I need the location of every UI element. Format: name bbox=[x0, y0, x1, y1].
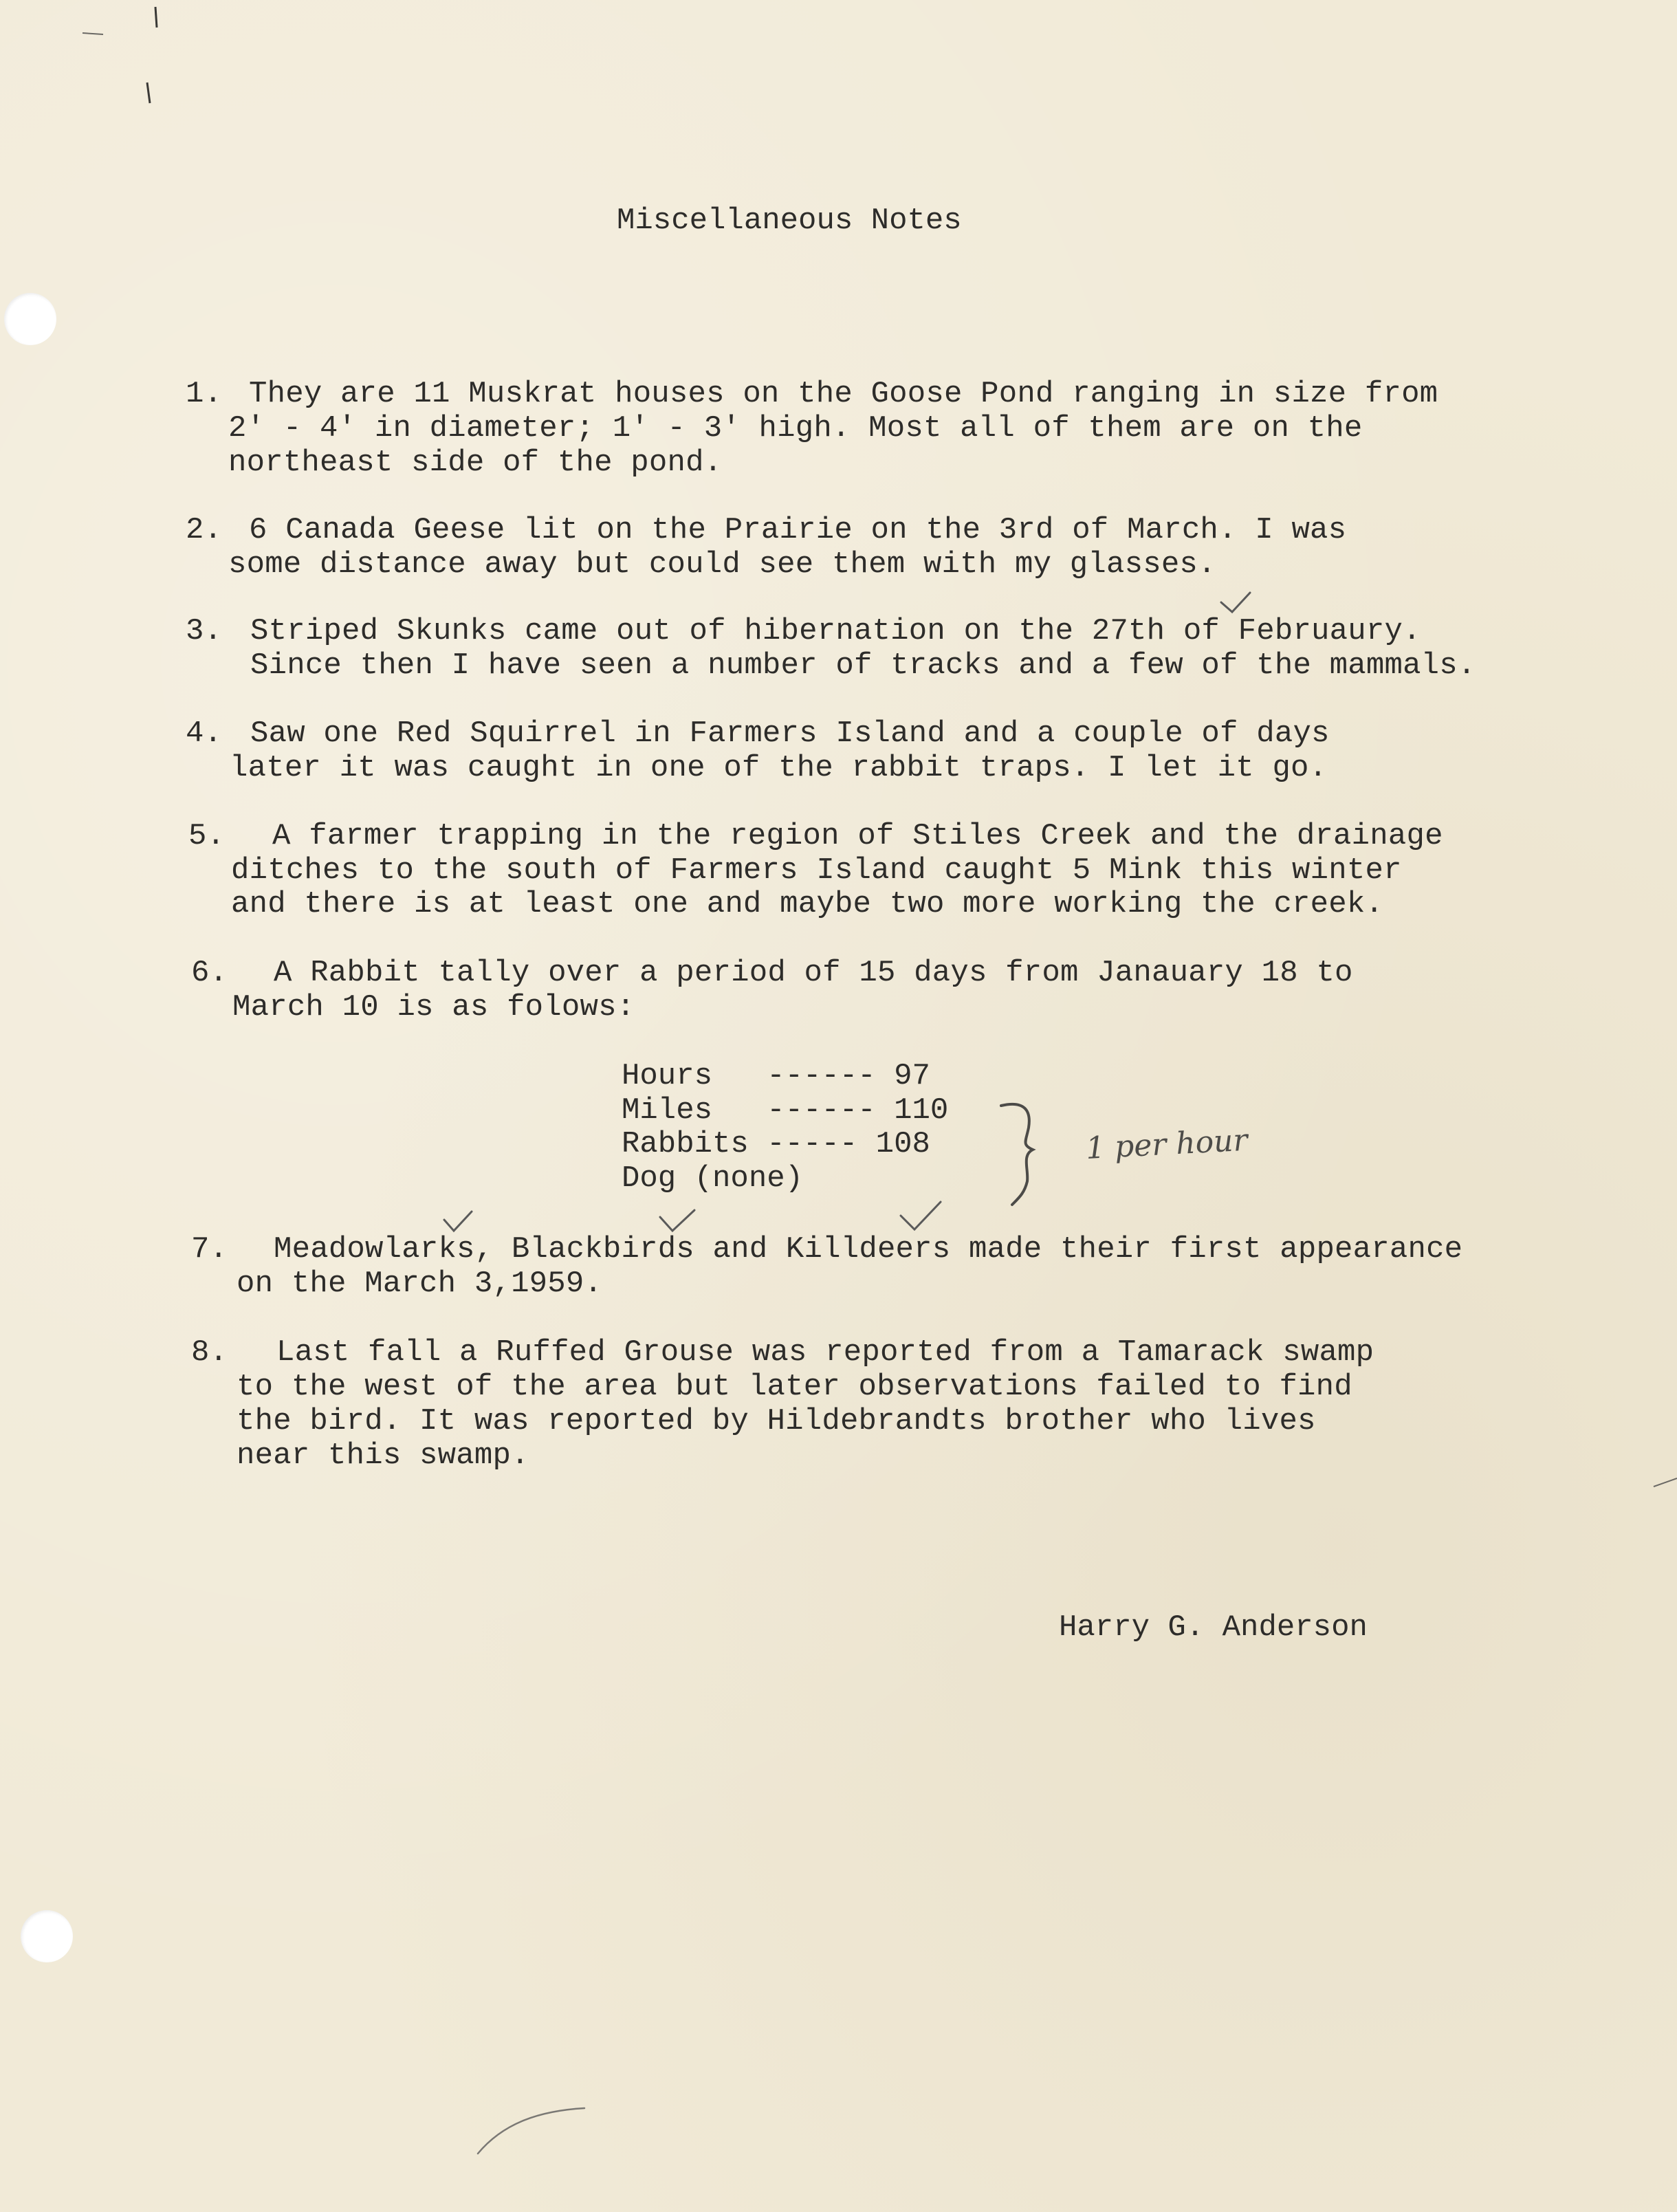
note-line: later it was caught in one of the rabbit traps. I let it go. bbox=[230, 751, 1328, 785]
page-title: Miscellaneous Notes bbox=[617, 204, 962, 238]
note-line: They are 11 Muskrat houses on the Goose Pond ranging in size from bbox=[249, 377, 1438, 411]
tally-row-miles: Miles ------ 110 bbox=[622, 1093, 949, 1128]
note-line: and there is at least one and maybe two more working the creek. bbox=[231, 887, 1384, 921]
checkmark-icon bbox=[1221, 593, 1250, 612]
note-line: some distance away but could see them with my glasses. bbox=[228, 547, 1216, 582]
note-line: Striped Skunks came out of hibernation on the 27th of Februaury. bbox=[250, 614, 1421, 648]
note-line: March 10 is as folows: bbox=[232, 990, 635, 1025]
tally-row-dog: Dog (none) bbox=[622, 1161, 804, 1196]
handwritten-annotation: 1 per hour bbox=[1084, 1122, 1249, 1166]
note-number: 2. bbox=[186, 513, 223, 547]
note-number: 4. bbox=[186, 716, 223, 751]
checkmark-icon bbox=[660, 1210, 694, 1231]
note-line: A farmer trapping in the region of Stiles Creek and the drainage bbox=[272, 819, 1443, 853]
punch-hole-top bbox=[4, 293, 56, 345]
note-line: Meadowlarks, Blackbirds and Killdeers made their first appearance bbox=[274, 1232, 1463, 1267]
tally-row-hours: Hours ------ 97 bbox=[622, 1059, 930, 1093]
checkmark-icon bbox=[901, 1202, 941, 1229]
note-line: near this swamp. bbox=[237, 1438, 529, 1473]
note-line: A Rabbit tally over a period of 15 days from Janauary 18 to bbox=[274, 956, 1353, 990]
note-line: ditches to the south of Farmers Island caught 5 Mink this winter bbox=[231, 853, 1402, 888]
signature: Harry G. Anderson bbox=[1059, 1610, 1368, 1645]
note-number: 5. bbox=[188, 819, 226, 853]
note-line: 2' - 4' in diameter; 1' - 3' high. Most all of them are on the bbox=[228, 411, 1363, 446]
note-number: 7. bbox=[191, 1232, 228, 1267]
note-line: to the west of the area but later observations failed to find bbox=[237, 1370, 1352, 1404]
stray-pencil-mark bbox=[83, 33, 103, 34]
note-line: Last fall a Ruffed Grouse was reported from a Tamarack swamp bbox=[276, 1335, 1374, 1370]
stray-pencil-mark bbox=[478, 2108, 584, 2154]
punch-hole-bottom bbox=[21, 1910, 73, 1962]
note-line: Since then I have seen a number of tracks and a few of the mammals. bbox=[250, 648, 1476, 683]
stray-pencil-mark bbox=[147, 83, 150, 103]
checkmark-icon bbox=[444, 1212, 472, 1231]
note-line: on the March 3,1959. bbox=[237, 1267, 603, 1301]
stray-pencil-mark bbox=[155, 7, 157, 28]
stray-pencil-mark bbox=[1654, 1478, 1677, 1487]
note-number: 6. bbox=[191, 956, 228, 990]
note-line: the bird. It was reported by Hildebrandts brother who lives bbox=[237, 1404, 1316, 1438]
brace-icon bbox=[1001, 1104, 1033, 1205]
note-number: 1. bbox=[186, 377, 223, 411]
note-line: Saw one Red Squirrel in Farmers Island and a couple of days bbox=[250, 716, 1330, 751]
note-line: 6 Canada Geese lit on the Prairie on the 3rd of March. I was bbox=[249, 513, 1347, 547]
note-line: northeast side of the pond. bbox=[228, 446, 723, 480]
tally-row-rabbits: Rabbits ----- 108 bbox=[622, 1127, 930, 1161]
note-number: 8. bbox=[191, 1335, 228, 1370]
note-number: 3. bbox=[186, 614, 223, 648]
